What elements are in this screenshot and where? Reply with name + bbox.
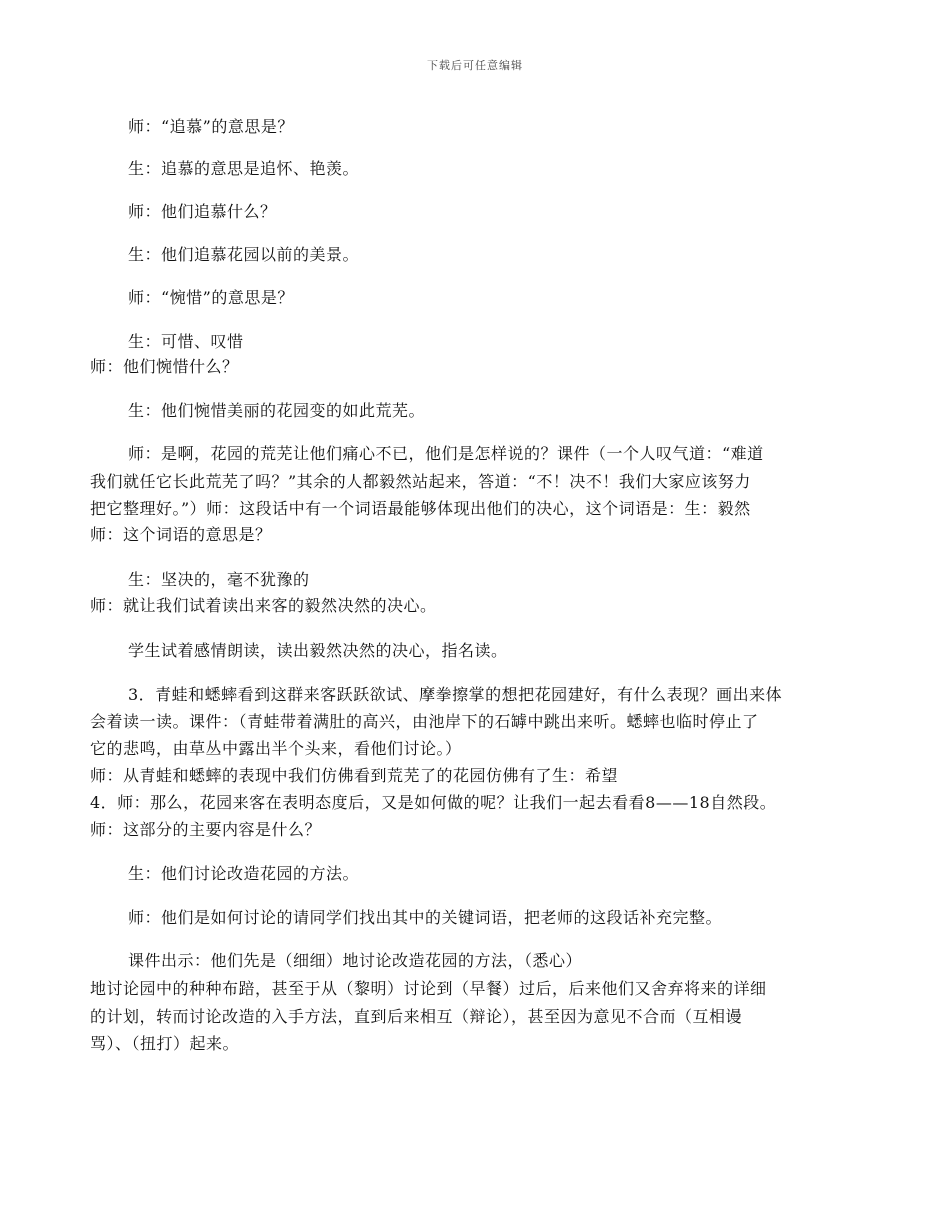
text-line: 学生试着感情朗读，读出毅然决然的决心，指名读。 bbox=[128, 641, 508, 660]
text-line: 师：“惋惜”的意思是？ bbox=[128, 288, 294, 307]
text-line: 师：是啊，花园的荒芜让他们痛心不已，他们是怎样说的？课件（一个人叹气道：“难道 bbox=[128, 444, 764, 463]
text-line: 师：他们惋惜什么？ bbox=[90, 357, 239, 376]
text-line: 会着读一读。课件：（青蛙带着满肚的高兴，由池岸下的石罅中跳出来听。蟋蟀也临时停止了 bbox=[90, 712, 759, 731]
text-line: 师：他们是如何讨论的请同学们找出其中的关键词语，把老师的这段话补充完整。 bbox=[128, 908, 723, 927]
text-line: 生：他们追慕花园以前的美景。 bbox=[128, 245, 360, 264]
text-line: 生：追慕的意思是追怀、艳羡。 bbox=[128, 159, 360, 178]
text-line: 4．师：那么，花园来客在表明态度后，又是如何做的呢？让我们一起去看看8——18自然段。 bbox=[90, 793, 777, 812]
text-line: 它的悲鸣，由草丛中露出半个头来，看他们讨论。） bbox=[90, 739, 462, 758]
text-line: 师：就让我们试着读出来客的毅然决然的决心。 bbox=[90, 596, 437, 615]
text-line: 把它整理好。”）师：这段话中有一个词语最能够体现出他们的决心，这个词语是：生：毅然 bbox=[90, 499, 751, 518]
text-line: 师：“追慕”的意思是？ bbox=[128, 117, 294, 136]
text-line: 地讨论园中的种种布踣，甚至于从（黎明）讨论到（早餐）过后，后来他们又舍弃将来的详细 bbox=[90, 979, 767, 998]
text-line: 师：从青蛙和蟋蟀的表现中我们仿佛看到荒芜了的花园仿佛有了生：希望 bbox=[90, 766, 619, 785]
text-line: 3．青蛙和蟋蟀看到这群来客跃跃欲试、摩拳擦掌的想把花园建好，有什么表现？画出来体 bbox=[128, 685, 783, 704]
text-line: 的计划，转而讨论改造的入手方法，直到后来相互（辩论），甚至因为意见不合而（互相谩 bbox=[90, 1007, 743, 1026]
text-line: 师：他们追慕什么？ bbox=[128, 202, 277, 221]
text-line: 师：这部分的主要内容是什么？ bbox=[90, 820, 322, 839]
text-line: 生：他们惋惜美丽的花园变的如此荒芜。 bbox=[128, 401, 426, 420]
text-line: 课件出示：他们先是（细细）地讨论改造花园的方法，（悉心） bbox=[128, 951, 583, 970]
page-header: 下载后可任意编辑 bbox=[427, 59, 523, 72]
text-line: 生：他们讨论改造花园的方法。 bbox=[128, 864, 360, 883]
text-line: 我们就任它长此荒芜了吗？”其余的人都毅然站起来，答道：“不！决不！我们大家应该努力 bbox=[90, 472, 751, 491]
text-line: 生：可惜、叹惜 bbox=[128, 332, 244, 351]
text-line: 师：这个词语的意思是？ bbox=[90, 525, 272, 544]
text-line: 骂）、（扭打）起来。 bbox=[90, 1034, 240, 1053]
text-line: 生：坚决的，毫不犹豫的 bbox=[128, 570, 310, 589]
